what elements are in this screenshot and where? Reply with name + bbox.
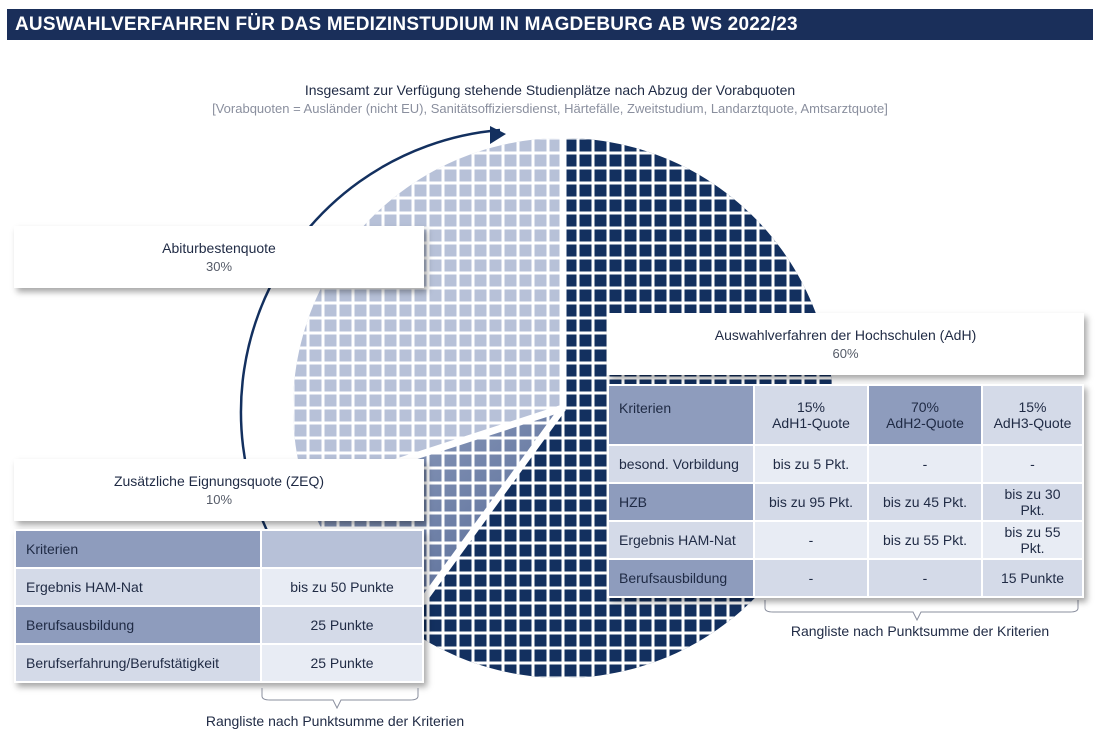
adh-cell: -	[868, 559, 982, 597]
adh-row-name: besond. Vorbildung	[608, 445, 754, 483]
adh-cell: 15 Punkte	[982, 559, 1083, 597]
zeq-row-name: Berufserfahrung/Berufstätigkeit	[15, 644, 261, 682]
adh-row-name: HZB	[608, 483, 754, 521]
adh-cell: -	[754, 521, 868, 559]
adh-cell: bis zu 55 Pkt.	[982, 521, 1083, 559]
adh-cell: -	[754, 559, 868, 597]
abi-percent: 30%	[205, 259, 233, 274]
adh-cell: -	[982, 445, 1083, 483]
zeq-bracket	[262, 688, 418, 708]
adh-criteria-table	[607, 384, 1084, 598]
adh-caption: Rangliste nach Punktsumme der Kriterien	[790, 623, 1050, 639]
adh-row-name: Berufsausbildung	[608, 559, 754, 597]
adh-cell: bis zu 95 Pkt.	[754, 483, 868, 521]
zeq-header-cell: Kriterien	[15, 530, 261, 568]
adh-col-name: AdH2-Quote	[886, 415, 964, 431]
zeq-row-value: bis zu 50 Punkte	[261, 568, 423, 606]
page-title: AUSWAHLVERFAHREN FÜR DAS MEDIZINSTUDIUM IN MAGDEBURG AB WS 2022/23	[7, 9, 1093, 40]
adh-col-name: AdH3-Quote	[993, 415, 1072, 431]
adh-cell: bis zu 5 Pkt.	[754, 445, 868, 483]
zeq-row-name: Ergebnis HAM-Nat	[15, 568, 261, 606]
adh-col-header	[868, 385, 982, 445]
adh-col-header	[982, 385, 1083, 445]
adh-col-name: AdH1-Quote	[772, 415, 850, 431]
adh-bracket	[765, 600, 1078, 620]
table-row	[608, 385, 1083, 445]
adh-header-cell: Kriterien	[608, 385, 754, 445]
abi-label: Abiturbestenquote	[162, 240, 276, 256]
adh-col-pct: 70%	[910, 399, 940, 415]
table-row	[608, 559, 1083, 597]
intro-sub: [Vorabquoten = Ausländer (nicht EU), Sanitätsoffiziersdienst, Härtefälle, Zweitstudium, Landarztquote, Amtsarztquote]	[212, 101, 888, 116]
zeq-percent: 10%	[205, 492, 233, 507]
adh-cell: bis zu 45 Pkt.	[868, 483, 982, 521]
adh-box	[607, 313, 1084, 375]
adh-row-name: Ergebnis HAM-Nat	[608, 521, 754, 559]
adh-cell: bis zu 55 Pkt.	[868, 521, 982, 559]
zeq-caption: Rangliste nach Punktsumme der Kriterien	[205, 713, 465, 729]
zeq-row-value: 25 Punkte	[261, 644, 423, 682]
adh-cell: -	[868, 445, 982, 483]
zeq-label: Zusätzliche Eignungsquote (ZEQ)	[113, 473, 325, 489]
adh-percent: 60%	[832, 346, 859, 361]
table-row	[608, 521, 1083, 559]
table-row	[608, 483, 1083, 521]
adh-col-pct: 15%	[796, 399, 826, 415]
adh-col-pct: 15%	[1018, 399, 1047, 415]
zeq-row-value: 25 Punkte	[261, 606, 423, 644]
adh-cell: bis zu 30 Pkt.	[982, 483, 1083, 521]
adh-label: Auswahlverfahren der Hochschulen (AdH)	[714, 327, 977, 343]
adh-col-header	[754, 385, 868, 445]
intro-main: Insgesamt zur Verfügung stehende Studienplätze nach Abzug der Vorabquoten	[304, 82, 796, 98]
zeq-row-name: Berufsausbildung	[15, 606, 261, 644]
table-row	[608, 445, 1083, 483]
